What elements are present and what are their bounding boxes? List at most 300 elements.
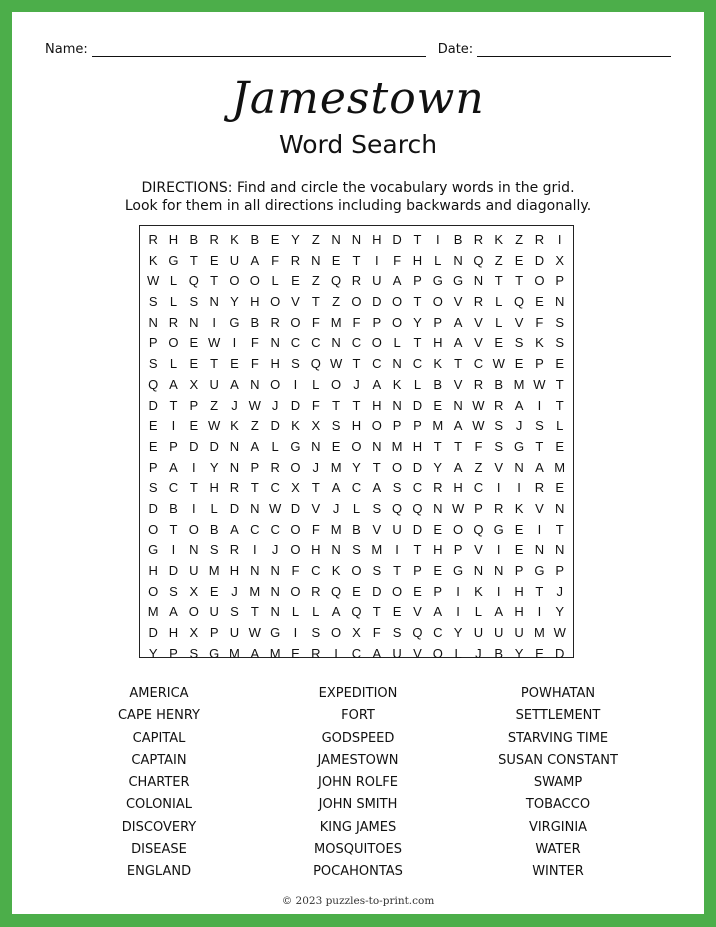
grid-letter[interactable]: Q bbox=[473, 252, 484, 268]
grid-letter[interactable]: N bbox=[229, 459, 240, 475]
grid-letter[interactable]: K bbox=[331, 563, 341, 578]
grid-letter[interactable]: N bbox=[453, 252, 463, 268]
grid-letter[interactable]: L bbox=[393, 335, 401, 351]
grid-letter[interactable]: Q bbox=[412, 625, 423, 641]
grid-letter[interactable]: N bbox=[229, 438, 240, 454]
grid-letter[interactable]: O bbox=[331, 625, 342, 641]
grid-letter[interactable]: S bbox=[372, 563, 382, 578]
grid-letter[interactable]: E bbox=[230, 356, 239, 372]
grid-letter[interactable]: B bbox=[209, 521, 219, 537]
grid-letter[interactable]: I bbox=[374, 252, 379, 268]
grid-letter[interactable]: C bbox=[473, 356, 484, 372]
grid-letter[interactable]: S bbox=[494, 438, 504, 454]
grid-letter[interactable]: H bbox=[514, 604, 524, 620]
grid-letter[interactable]: E bbox=[433, 521, 443, 537]
grid-letter[interactable]: W bbox=[451, 500, 465, 516]
grid-letter[interactable]: C bbox=[351, 645, 362, 661]
grid-letter[interactable]: X bbox=[189, 583, 199, 599]
grid-letter[interactable]: A bbox=[392, 273, 402, 289]
grid-letter[interactable]: E bbox=[209, 252, 219, 268]
grid-letter[interactable]: J bbox=[312, 459, 320, 475]
grid-letter[interactable]: T bbox=[494, 273, 503, 289]
grid-letter[interactable]: A bbox=[331, 480, 341, 496]
grid-letter[interactable]: B bbox=[250, 232, 260, 247]
grid-letter[interactable]: N bbox=[514, 459, 524, 475]
grid-letter[interactable]: D bbox=[534, 252, 545, 268]
grid-letter[interactable]: A bbox=[453, 335, 463, 351]
grid-letter[interactable]: N bbox=[250, 376, 260, 392]
grid-letter[interactable]: O bbox=[392, 583, 403, 599]
grid-letter[interactable]: Y bbox=[413, 314, 422, 330]
grid-letter[interactable]: W bbox=[147, 273, 160, 289]
grid-letter[interactable]: A bbox=[250, 645, 260, 661]
grid-letter[interactable]: L bbox=[291, 604, 300, 620]
letter-grid[interactable] bbox=[139, 225, 574, 661]
grid-letter[interactable]: R bbox=[148, 232, 158, 247]
grid-letter[interactable]: D bbox=[148, 500, 158, 516]
grid-letter[interactable]: W bbox=[329, 356, 343, 372]
grid-letter[interactable]: D bbox=[148, 625, 158, 641]
name-field[interactable] bbox=[92, 42, 426, 57]
grid-letter[interactable]: F bbox=[393, 252, 402, 268]
grid-letter[interactable]: O bbox=[290, 583, 301, 599]
grid-letter[interactable]: L bbox=[271, 438, 279, 454]
grid-letter[interactable]: V bbox=[474, 542, 483, 558]
grid-letter[interactable]: V bbox=[453, 376, 463, 392]
grid-letter[interactable]: Z bbox=[250, 418, 259, 434]
grid-letter[interactable]: U bbox=[514, 625, 524, 641]
grid-letter[interactable]: H bbox=[229, 563, 240, 578]
grid-letter[interactable]: G bbox=[290, 438, 301, 454]
grid-letter[interactable]: N bbox=[453, 397, 463, 413]
grid-letter[interactable]: V bbox=[413, 645, 422, 661]
grid-letter[interactable]: B bbox=[250, 314, 260, 330]
grid-letter[interactable]: N bbox=[392, 397, 402, 413]
grid-letter[interactable]: U bbox=[189, 563, 199, 578]
grid-letter[interactable]: N bbox=[331, 335, 341, 351]
grid-letter[interactable]: E bbox=[555, 438, 565, 454]
grid-letter[interactable]: M bbox=[330, 521, 342, 537]
grid-letter[interactable]: A bbox=[372, 645, 382, 661]
grid-letter[interactable]: D bbox=[229, 500, 240, 516]
grid-letter[interactable]: T bbox=[515, 273, 524, 289]
grid-letter[interactable]: O bbox=[229, 273, 240, 289]
grid-letter[interactable]: K bbox=[148, 252, 158, 268]
grid-letter[interactable]: C bbox=[433, 625, 443, 641]
grid-letter[interactable]: H bbox=[372, 232, 382, 247]
grid-letter[interactable]: O bbox=[331, 376, 342, 392]
date-field[interactable] bbox=[477, 42, 671, 57]
grid-letter[interactable]: Z bbox=[311, 273, 320, 289]
grid-letter[interactable]: E bbox=[209, 583, 219, 599]
grid-letter[interactable]: N bbox=[311, 438, 321, 454]
grid-letter[interactable]: N bbox=[473, 273, 484, 289]
grid-letter[interactable]: E bbox=[331, 438, 341, 454]
grid-letter[interactable]: N bbox=[555, 294, 565, 310]
grid-letter[interactable]: R bbox=[473, 294, 484, 310]
grid-letter[interactable]: M bbox=[208, 563, 220, 578]
grid-letter[interactable]: W bbox=[248, 397, 261, 413]
grid-letter[interactable]: C bbox=[372, 356, 382, 372]
grid-letter[interactable]: A bbox=[250, 438, 260, 454]
grid-letter[interactable]: U bbox=[494, 625, 504, 641]
grid-letter[interactable]: R bbox=[534, 232, 545, 247]
grid-letter[interactable]: F bbox=[271, 252, 280, 268]
grid-letter[interactable]: O bbox=[249, 273, 260, 289]
grid-letter[interactable]: D bbox=[209, 438, 219, 454]
grid-letter[interactable]: T bbox=[413, 294, 422, 310]
grid-letter[interactable]: I bbox=[171, 418, 176, 434]
grid-letter[interactable]: V bbox=[494, 459, 504, 475]
grid-letter[interactable]: H bbox=[148, 563, 158, 578]
grid-letter[interactable]: O bbox=[270, 376, 281, 392]
grid-letter[interactable]: O bbox=[270, 294, 281, 310]
grid-letter[interactable]: P bbox=[189, 397, 199, 413]
grid-letter[interactable]: Q bbox=[392, 500, 403, 516]
grid-letter[interactable]: E bbox=[433, 563, 443, 578]
grid-letter[interactable]: M bbox=[554, 459, 566, 475]
grid-letter[interactable]: I bbox=[212, 314, 216, 330]
grid-letter[interactable]: Y bbox=[352, 459, 361, 475]
grid-letter[interactable]: L bbox=[413, 376, 422, 392]
grid-letter[interactable]: F bbox=[311, 521, 320, 537]
grid-letter[interactable]: C bbox=[412, 480, 423, 496]
grid-letter[interactable]: F bbox=[474, 438, 483, 454]
grid-letter[interactable]: N bbox=[148, 314, 158, 330]
grid-letter[interactable]: I bbox=[456, 583, 460, 599]
grid-letter[interactable]: C bbox=[473, 480, 484, 496]
grid-letter[interactable]: C bbox=[351, 335, 362, 351]
grid-letter[interactable]: E bbox=[555, 356, 565, 372]
grid-letter[interactable]: F bbox=[250, 335, 259, 351]
grid-letter[interactable]: E bbox=[189, 335, 199, 351]
grid-letter[interactable]: P bbox=[148, 335, 158, 351]
grid-letter[interactable]: A bbox=[433, 604, 443, 620]
grid-letter[interactable]: J bbox=[271, 542, 279, 558]
grid-letter[interactable]: I bbox=[496, 480, 501, 496]
grid-letter[interactable]: S bbox=[555, 335, 565, 351]
grid-letter[interactable]: T bbox=[352, 252, 361, 268]
grid-letter[interactable]: Y bbox=[148, 645, 158, 661]
grid-letter[interactable]: F bbox=[352, 314, 361, 330]
grid-letter[interactable]: D bbox=[189, 438, 199, 454]
grid-letter[interactable]: Z bbox=[311, 232, 320, 247]
grid-letter[interactable]: T bbox=[189, 480, 198, 496]
grid-letter[interactable]: L bbox=[169, 294, 178, 310]
grid-letter[interactable]: N bbox=[473, 563, 484, 578]
grid-letter[interactable]: H bbox=[412, 438, 423, 454]
grid-letter[interactable]: N bbox=[494, 563, 504, 578]
grid-letter[interactable]: Q bbox=[473, 521, 484, 537]
grid-letter[interactable]: E bbox=[514, 521, 524, 537]
grid-letter[interactable]: L bbox=[454, 645, 462, 661]
grid-letter[interactable]: S bbox=[189, 294, 199, 310]
grid-letter[interactable]: T bbox=[210, 273, 219, 289]
grid-letter[interactable]: P bbox=[535, 356, 544, 372]
grid-letter[interactable]: A bbox=[453, 418, 463, 434]
grid-letter[interactable]: T bbox=[555, 376, 564, 392]
grid-letter[interactable]: V bbox=[413, 604, 422, 620]
grid-letter[interactable]: L bbox=[169, 273, 178, 289]
grid-letter[interactable]: E bbox=[494, 335, 504, 351]
grid-letter[interactable]: E bbox=[331, 252, 341, 268]
grid-letter[interactable]: K bbox=[291, 418, 300, 434]
grid-letter[interactable]: P bbox=[433, 583, 443, 599]
grid-letter[interactable]: X bbox=[291, 480, 300, 496]
grid-letter[interactable]: T bbox=[454, 356, 463, 372]
grid-letter[interactable]: K bbox=[230, 418, 239, 434]
grid-letter[interactable]: W bbox=[492, 356, 505, 372]
grid-letter[interactable]: T bbox=[372, 459, 381, 475]
grid-letter[interactable]: N bbox=[189, 314, 199, 330]
grid-letter[interactable]: P bbox=[148, 459, 158, 475]
grid-letter[interactable]: A bbox=[453, 459, 463, 475]
grid-letter[interactable]: C bbox=[351, 480, 362, 496]
grid-letter[interactable]: I bbox=[496, 583, 501, 599]
grid-letter[interactable]: L bbox=[210, 500, 218, 516]
grid-letter[interactable]: O bbox=[351, 438, 362, 454]
grid-letter[interactable]: A bbox=[169, 376, 178, 392]
grid-letter[interactable]: N bbox=[331, 542, 341, 558]
grid-letter[interactable]: P bbox=[453, 542, 463, 558]
grid-letter[interactable]: D bbox=[168, 563, 179, 578]
grid-letter[interactable]: A bbox=[514, 397, 524, 413]
grid-letter[interactable]: R bbox=[433, 480, 443, 496]
grid-letter[interactable]: A bbox=[535, 459, 544, 475]
grid-letter[interactable]: D bbox=[412, 521, 423, 537]
grid-letter[interactable]: P bbox=[169, 438, 178, 454]
grid-letter[interactable]: H bbox=[250, 294, 260, 310]
grid-letter[interactable]: P bbox=[413, 418, 422, 434]
grid-letter[interactable]: S bbox=[291, 356, 300, 372]
grid-letter[interactable]: A bbox=[372, 376, 382, 392]
grid-letter[interactable]: Y bbox=[555, 604, 565, 620]
grid-letter[interactable]: L bbox=[434, 252, 442, 268]
grid-letter[interactable]: N bbox=[270, 583, 280, 599]
grid-letter[interactable]: W bbox=[208, 418, 221, 434]
grid-letter[interactable]: S bbox=[494, 418, 504, 434]
grid-letter[interactable]: W bbox=[553, 625, 566, 641]
grid-letter[interactable]: C bbox=[250, 521, 260, 537]
grid-letter[interactable]: B bbox=[433, 376, 443, 392]
grid-letter[interactable]: U bbox=[392, 645, 402, 661]
grid-letter[interactable]: L bbox=[312, 604, 320, 620]
grid-letter[interactable]: I bbox=[252, 542, 257, 558]
grid-letter[interactable]: D bbox=[412, 459, 423, 475]
grid-letter[interactable]: J bbox=[475, 645, 482, 661]
grid-letter[interactable]: C bbox=[270, 521, 280, 537]
grid-letter[interactable]: N bbox=[392, 356, 402, 372]
grid-letter[interactable]: U bbox=[229, 625, 240, 641]
grid-letter[interactable]: Y bbox=[433, 459, 443, 475]
grid-letter[interactable]: H bbox=[433, 335, 443, 351]
grid-letter[interactable]: R bbox=[311, 645, 321, 661]
grid-letter[interactable]: A bbox=[230, 376, 239, 392]
grid-letter[interactable]: E bbox=[291, 273, 300, 289]
grid-letter[interactable]: R bbox=[311, 583, 321, 599]
grid-letter[interactable]: G bbox=[432, 273, 443, 289]
grid-letter[interactable]: C bbox=[311, 563, 321, 578]
grid-letter[interactable]: Z bbox=[494, 252, 503, 268]
grid-letter[interactable]: T bbox=[413, 335, 422, 351]
grid-letter[interactable]: W bbox=[248, 625, 261, 641]
grid-letter[interactable]: E bbox=[514, 252, 524, 268]
grid-letter[interactable]: N bbox=[250, 563, 260, 578]
grid-letter[interactable]: M bbox=[432, 418, 444, 434]
grid-letter[interactable]: N bbox=[433, 500, 443, 516]
grid-letter[interactable]: B bbox=[169, 500, 178, 516]
grid-letter[interactable]: B bbox=[352, 521, 361, 537]
grid-letter[interactable]: P bbox=[413, 273, 422, 289]
grid-letter[interactable]: K bbox=[392, 376, 402, 392]
grid-letter[interactable]: R bbox=[351, 273, 362, 289]
grid-letter[interactable]: T bbox=[311, 480, 320, 496]
grid-letter[interactable]: A bbox=[372, 480, 382, 496]
grid-letter[interactable]: O bbox=[392, 459, 403, 475]
grid-letter[interactable]: S bbox=[189, 645, 199, 661]
grid-letter[interactable]: L bbox=[271, 273, 279, 289]
grid-letter[interactable]: D bbox=[392, 232, 402, 247]
grid-letter[interactable]: O bbox=[432, 645, 443, 661]
grid-letter[interactable]: E bbox=[291, 645, 300, 661]
grid-letter[interactable]: U bbox=[229, 252, 240, 268]
grid-letter[interactable]: T bbox=[169, 397, 178, 413]
grid-letter[interactable]: E bbox=[189, 418, 199, 434]
grid-letter[interactable]: T bbox=[555, 397, 564, 413]
grid-letter[interactable]: V bbox=[514, 314, 524, 330]
grid-letter[interactable]: T bbox=[169, 521, 178, 537]
grid-letter[interactable]: B bbox=[494, 645, 504, 661]
grid-letter[interactable]: O bbox=[290, 314, 301, 330]
grid-letter[interactable]: H bbox=[372, 397, 382, 413]
grid-letter[interactable]: G bbox=[270, 625, 281, 641]
grid-letter[interactable]: H bbox=[412, 252, 423, 268]
grid-letter[interactable]: R bbox=[494, 397, 504, 413]
grid-letter[interactable]: I bbox=[192, 500, 196, 516]
grid-letter[interactable]: E bbox=[352, 583, 361, 599]
grid-letter[interactable]: U bbox=[209, 376, 219, 392]
grid-letter[interactable]: D bbox=[148, 397, 158, 413]
grid-letter[interactable]: T bbox=[250, 480, 259, 496]
grid-letter[interactable]: I bbox=[293, 376, 298, 392]
grid-letter[interactable]: O bbox=[188, 604, 199, 620]
grid-letter[interactable]: K bbox=[230, 232, 239, 247]
grid-letter[interactable]: E bbox=[433, 397, 443, 413]
grid-letter[interactable]: I bbox=[435, 232, 440, 247]
grid-letter[interactable]: N bbox=[351, 232, 362, 247]
grid-letter[interactable]: E bbox=[148, 438, 158, 454]
grid-letter[interactable]: E bbox=[535, 294, 544, 310]
grid-letter[interactable]: T bbox=[250, 604, 259, 620]
grid-letter[interactable]: I bbox=[537, 604, 542, 620]
grid-letter[interactable]: Y bbox=[291, 232, 300, 247]
grid-letter[interactable]: N bbox=[372, 438, 382, 454]
grid-letter[interactable]: P bbox=[413, 563, 422, 578]
grid-letter[interactable]: P bbox=[514, 563, 524, 578]
grid-letter[interactable]: E bbox=[270, 232, 280, 247]
grid-letter[interactable]: P bbox=[209, 625, 219, 641]
grid-letter[interactable]: C bbox=[168, 480, 179, 496]
grid-letter[interactable]: G bbox=[493, 521, 504, 537]
grid-letter[interactable]: X bbox=[352, 625, 361, 641]
grid-letter[interactable]: R bbox=[168, 314, 179, 330]
grid-letter[interactable]: A bbox=[169, 604, 178, 620]
grid-letter[interactable]: T bbox=[352, 397, 361, 413]
grid-letter[interactable]: N bbox=[270, 563, 280, 578]
grid-letter[interactable]: R bbox=[270, 314, 280, 330]
grid-letter[interactable]: R bbox=[209, 232, 219, 247]
grid-letter[interactable]: I bbox=[171, 542, 176, 558]
grid-letter[interactable]: G bbox=[453, 273, 464, 289]
grid-letter[interactable]: P bbox=[555, 273, 565, 289]
grid-letter[interactable]: I bbox=[537, 521, 542, 537]
grid-letter[interactable]: F bbox=[372, 625, 381, 641]
grid-letter[interactable]: M bbox=[513, 376, 525, 392]
grid-letter[interactable]: T bbox=[189, 252, 198, 268]
grid-letter[interactable]: T bbox=[535, 583, 544, 599]
grid-letter[interactable]: S bbox=[392, 480, 402, 496]
grid-letter[interactable]: I bbox=[334, 645, 338, 661]
grid-letter[interactable]: W bbox=[533, 376, 546, 392]
grid-letter[interactable]: H bbox=[433, 542, 443, 558]
grid-letter[interactable]: U bbox=[473, 625, 484, 641]
grid-letter[interactable]: E bbox=[514, 542, 524, 558]
grid-letter[interactable]: N bbox=[555, 500, 565, 516]
grid-letter[interactable]: R bbox=[270, 459, 280, 475]
grid-letter[interactable]: A bbox=[453, 314, 463, 330]
grid-letter[interactable]: N bbox=[209, 294, 219, 310]
grid-letter[interactable]: S bbox=[148, 294, 158, 310]
grid-letter[interactable]: N bbox=[331, 232, 341, 247]
grid-letter[interactable]: X bbox=[311, 418, 321, 434]
grid-letter[interactable]: Y bbox=[453, 625, 463, 641]
grid-letter[interactable]: Y bbox=[514, 645, 524, 661]
grid-letter[interactable]: G bbox=[514, 438, 525, 454]
grid-letter[interactable]: B bbox=[453, 232, 463, 247]
grid-letter[interactable]: W bbox=[268, 500, 282, 516]
grid-letter[interactable]: T bbox=[311, 294, 320, 310]
grid-letter[interactable]: L bbox=[352, 500, 361, 516]
grid-letter[interactable]: E bbox=[555, 480, 565, 496]
grid-letter[interactable]: T bbox=[332, 397, 341, 413]
grid-letter[interactable]: U bbox=[209, 604, 219, 620]
grid-letter[interactable]: E bbox=[189, 356, 199, 372]
grid-letter[interactable]: N bbox=[250, 500, 260, 516]
grid-letter[interactable]: Q bbox=[331, 583, 342, 599]
grid-letter[interactable]: M bbox=[330, 459, 342, 475]
grid-letter[interactable]: X bbox=[189, 376, 199, 392]
grid-letter[interactable]: V bbox=[453, 294, 463, 310]
grid-letter[interactable]: O bbox=[148, 583, 159, 599]
grid-letter[interactable]: T bbox=[555, 521, 564, 537]
grid-letter[interactable]: T bbox=[535, 438, 544, 454]
grid-letter[interactable]: P bbox=[474, 500, 483, 516]
grid-letter[interactable]: Q bbox=[148, 376, 159, 392]
grid-letter[interactable]: U bbox=[372, 273, 382, 289]
grid-letter[interactable]: Q bbox=[412, 500, 423, 516]
grid-letter[interactable]: K bbox=[474, 583, 483, 599]
grid-letter[interactable]: D bbox=[372, 583, 382, 599]
grid-letter[interactable]: V bbox=[372, 521, 382, 537]
grid-letter[interactable]: R bbox=[229, 480, 240, 496]
grid-letter[interactable]: P bbox=[555, 563, 565, 578]
grid-letter[interactable]: O bbox=[371, 335, 382, 351]
grid-letter[interactable]: A bbox=[230, 521, 239, 537]
grid-letter[interactable]: I bbox=[537, 397, 542, 413]
grid-letter[interactable]: A bbox=[494, 604, 504, 620]
grid-letter[interactable]: F bbox=[535, 314, 544, 330]
grid-letter[interactable]: I bbox=[395, 542, 399, 558]
